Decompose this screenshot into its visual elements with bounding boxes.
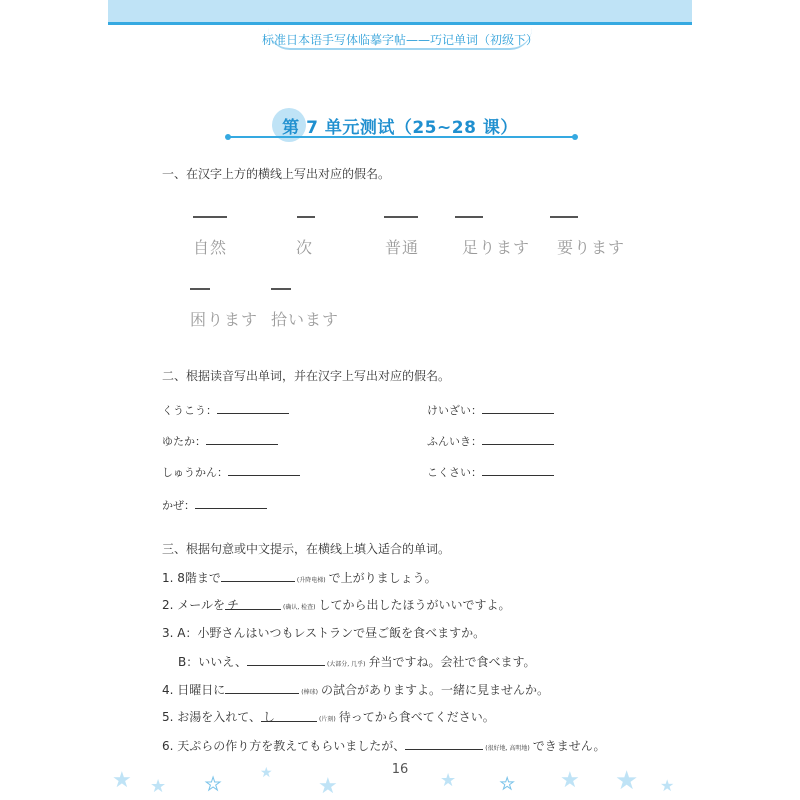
answer-blank[interactable] [247, 652, 325, 666]
kanji-word: 困ります [190, 310, 259, 329]
question-text: 2. メールを [162, 598, 226, 612]
answer-blank[interactable] [225, 680, 299, 694]
question-6 [162, 736, 606, 754]
hint-text: (片刻) [319, 716, 336, 723]
hint-text: (大部分, 几乎) [326, 661, 366, 668]
kanji-word: 要ります [557, 238, 626, 257]
star-icon: ★ [112, 768, 132, 793]
answer-blank[interactable] [195, 496, 267, 509]
kanji-word: 次 [296, 238, 314, 257]
question-text: で上がりましょう。 [328, 571, 437, 585]
reading-label: かぜ： [162, 499, 195, 512]
star-icon: ★ [318, 774, 338, 799]
reading-item [162, 401, 289, 418]
question-2 [162, 596, 511, 613]
question-3a [162, 624, 485, 641]
star-icon: ★ [260, 765, 273, 781]
answer-blank[interactable] [228, 463, 300, 476]
question-3b [178, 652, 536, 670]
question-text: 待ってから食べてください。 [338, 710, 495, 724]
question-4 [162, 680, 549, 698]
unit-test-title: 第 7 单元测试（25~28 课） [282, 118, 518, 138]
kana-blank[interactable] [271, 288, 291, 290]
hint-text: (很好地, 高明地) [485, 745, 530, 752]
question-text: してから出したほうがいいですよ。 [318, 598, 511, 612]
star-icon: ★ [615, 766, 639, 796]
question-text: 弁当ですね。会社で食べます。 [368, 655, 536, 669]
answer-blank[interactable]: チ [225, 596, 281, 610]
reading-label: こくさい： [427, 466, 482, 479]
star-outline-icon: ★ [500, 774, 515, 793]
kana-blank[interactable] [190, 288, 210, 290]
reading-item [427, 463, 554, 480]
kana-blank[interactable] [550, 216, 578, 218]
hint-text: (确认, 检查) [283, 604, 316, 611]
kana-blank[interactable] [384, 216, 418, 218]
reading-label: ゆたか： [162, 435, 206, 448]
kana-blank[interactable] [297, 216, 315, 218]
reading-item [162, 432, 278, 449]
reading-label: くうこう： [162, 404, 217, 417]
reading-item [162, 496, 267, 513]
kana-blank[interactable] [193, 216, 227, 218]
reading-label: けいざい： [427, 404, 482, 417]
reading-item [427, 432, 554, 449]
reading-item [427, 401, 554, 418]
star-icon: ★ [560, 768, 580, 793]
book-title: 标准日本语手写体临摹字帖——巧记单词（初级下） [261, 33, 538, 47]
kanji-word: 自然 [193, 238, 228, 257]
answer-blank[interactable] [482, 463, 554, 476]
kanji-word: 普通 [385, 238, 420, 257]
answer-blank[interactable] [405, 736, 483, 750]
answer-blank[interactable] [482, 432, 554, 445]
star-icon: ★ [150, 776, 167, 797]
answer-blank[interactable] [217, 401, 289, 414]
question-text: できません。 [532, 739, 606, 753]
answer-blank[interactable] [221, 568, 295, 582]
section1-heading: 一、在汉字上方的横线上写出对应的假名。 [162, 167, 391, 181]
question-text: 6. 天ぷらの作り方を教えてもらいましたが、 [162, 739, 406, 753]
kanji-word: 拾います [271, 310, 340, 329]
kanji-word: 足ります [462, 238, 531, 257]
question-text: 5. お湯を入れて、 [162, 710, 262, 724]
top-band [108, 0, 692, 22]
question-text: 4. 日曜日に [162, 683, 226, 697]
hint-text: (棒球) [301, 689, 318, 696]
hint-text: (升降电梯) [296, 577, 326, 584]
reading-label: ふんいき： [427, 435, 482, 448]
question-1 [162, 568, 437, 586]
question-text: B：いいえ、 [178, 655, 247, 669]
section3-heading: 三、根据句意或中文提示，在横线上填入适合的单词。 [162, 542, 451, 556]
section2-heading: 二、根据读音写出单词，并在汉字上写出对应的假名。 [162, 369, 451, 383]
page-number: 16 [391, 762, 409, 777]
question-5 [162, 708, 495, 725]
question-text: の試合がありますよ。一緒に見ませんか。 [320, 683, 549, 697]
answer-blank[interactable]: し [261, 708, 317, 722]
answer-blank[interactable] [206, 432, 278, 445]
top-rule [108, 22, 692, 25]
star-outline-icon: ★ [205, 774, 222, 795]
answer-blank[interactable] [482, 401, 554, 414]
question-text: 1. 8階まで [162, 571, 221, 585]
reading-item [162, 463, 300, 480]
reading-label: しゅうかん： [162, 466, 228, 479]
star-icon: ★ [440, 770, 457, 791]
question-text: 3. A：小野さんはいつもレストランで昼ご飯を食べますか。 [162, 626, 486, 640]
kana-blank[interactable] [455, 216, 483, 218]
star-icon: ★ [660, 776, 675, 795]
